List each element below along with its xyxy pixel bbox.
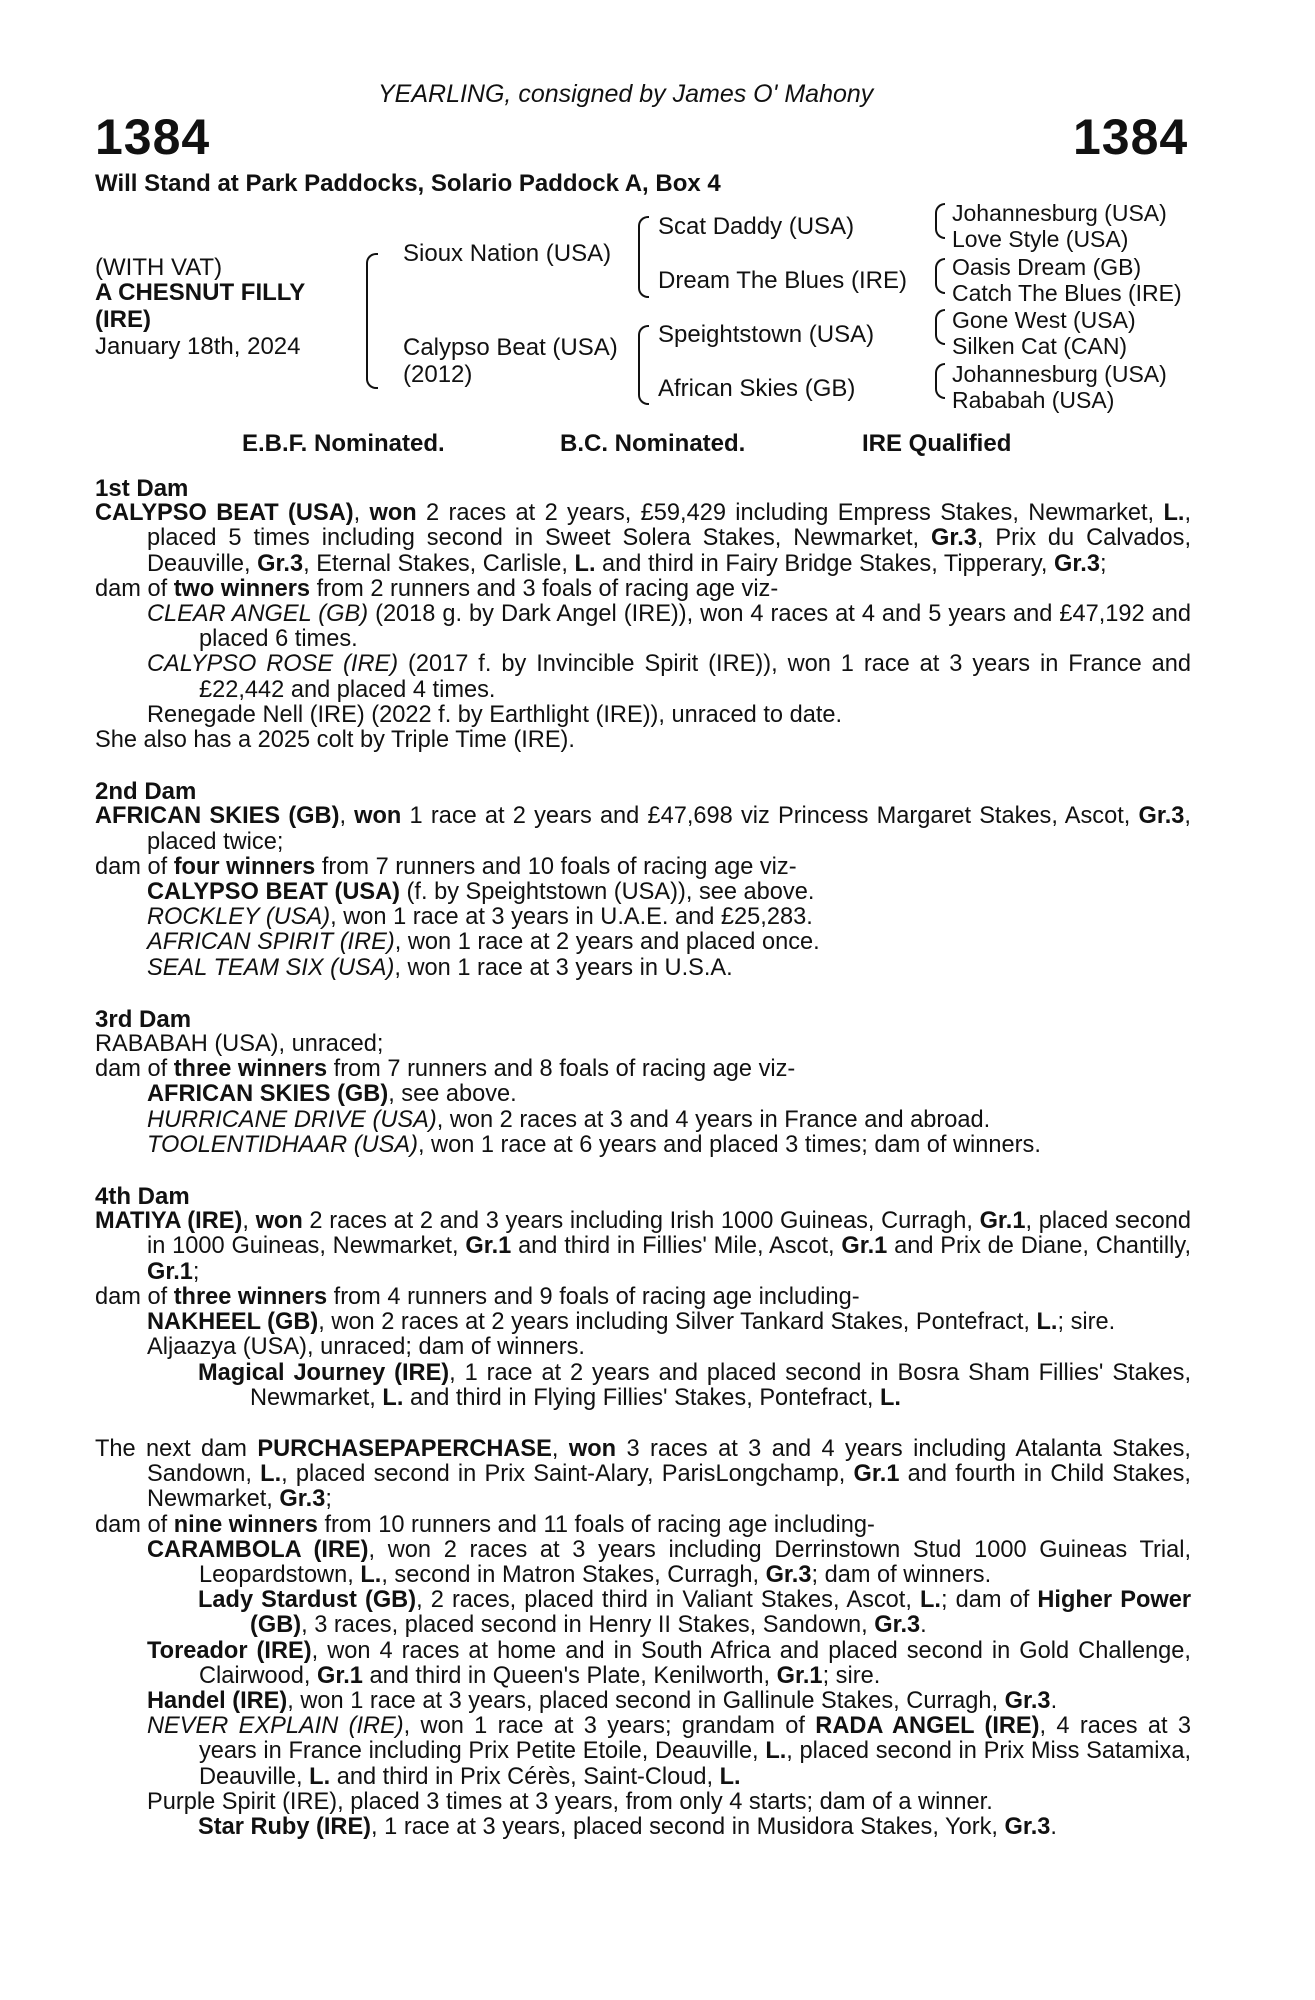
first-dam-section xyxy=(95,476,1191,753)
dam-record: The next dam PURCHASEPAPERCHASE, won 3 races at 3 and 4 years including Atalanta Stakes, Sandown, L., placed second in Prix Saint-Alary, ParisLongchamp, Gr.1 and fourth in Child Stakes, Newmarket, Gr.3; xyxy=(95,1435,1191,1513)
dam-record: CALYPSO BEAT (USA), won 2 races at 2 years, £59,429 including Empress Stakes, Newmarket, L., placed 5 times including second in Sweet Solera Stakes, Newmarket, Gr.3, Prix du Calvados, Deauville, Gr.3, Eternal Stakes, Carlisle, L. and third in Fairy Bridge Stakes, Tipperary, Gr.3; xyxy=(95,500,1191,577)
produce-note: She also has a 2025 colt by Triple Time (IRE). xyxy=(95,727,575,754)
produce-summary: dam of four winners from 7 runners and 10 foals of racing age viz- xyxy=(95,853,797,880)
ped-sss: Johannesburg (USA) xyxy=(952,200,1167,226)
pedigree-brace-ss xyxy=(935,203,945,239)
produce-summary: dam of three winners from 4 runners and 9 foals of racing age including- xyxy=(95,1283,860,1310)
ped-dds: Johannesburg (USA) xyxy=(952,361,1167,387)
consignment-subtitle: YEARLING, consigned by James O' Mahony xyxy=(378,80,874,108)
list-item: Handel (IRE), won 1 race at 3 years, placed second in Gallinule Stakes, Curragh, Gr.3. xyxy=(147,1687,1058,1714)
stabling-location: Will Stand at Park Paddocks, Solario Paddock A, Box 4 xyxy=(95,170,721,197)
pedigree-brace-sd xyxy=(935,258,945,294)
sire-dam-name: Dream The Blues (IRE) xyxy=(658,267,907,294)
list-item: AFRICAN SPIRIT (IRE), won 1 race at 2 years and placed once. xyxy=(147,929,820,956)
section-heading: 4th Dam xyxy=(95,1183,190,1211)
list-item: AFRICAN SKIES (GB), see above. xyxy=(147,1081,517,1108)
ped-sds: Oasis Dream (GB) xyxy=(952,254,1142,280)
list-item: TOOLENTIDHAAR (USA), won 1 race at 6 years and placed 3 times; dam of winners. xyxy=(147,1131,1041,1158)
dam-name: Calypso Beat (USA) xyxy=(403,334,618,361)
ped-ddd: Rababah (USA) xyxy=(952,387,1115,413)
list-item: Toreador (IRE), won 4 races at home and in South Africa and placed second in Gold Challenge, Clairwood, Gr.1 and third in Queen's Plate, Kenilworth, Gr.1; sire. xyxy=(147,1637,1191,1689)
horse-country: (IRE) xyxy=(95,306,151,333)
section-heading: 1st Dam xyxy=(95,475,189,502)
next-dam-section xyxy=(95,1437,1191,1840)
list-item: Lady Stardust (GB), 2 races, placed third in Valiant Stakes, Ascot, L.; dam of Higher Power (GB), 3 races, placed second in Henry II Stakes, Sandown, Gr.3. xyxy=(198,1587,1192,1639)
section-heading: 3rd Dam xyxy=(95,1005,192,1033)
dam-dam-name: African Skies (GB) xyxy=(658,375,856,402)
ped-dss: Gone West (USA) xyxy=(952,307,1136,333)
dam-sire-name: Speightstown (USA) xyxy=(658,321,875,348)
vat-note: (WITH VAT) xyxy=(95,254,223,281)
ped-ssd: Love Style (USA) xyxy=(952,226,1129,252)
pedigree-brace-main xyxy=(366,253,378,389)
sire-sire-name: Scat Daddy (USA) xyxy=(658,213,855,240)
list-item: NEVER EXPLAIN (IRE), won 1 race at 3 years; grandam of RADA ANGEL (IRE), 4 races at 3 years in France including Prix Petite Etoile, Deauville, L., placed second in Prix Miss Satamixa, Deauville, L. and third in Prix Cérès, Saint-Cloud, L. xyxy=(147,1713,1191,1790)
dam-record: MATIYA (IRE), won 2 races at 2 and 3 years including Irish 1000 Guineas, Curragh, Gr.1, placed second in 1000 Guineas, Newmarket, Gr.1 and third in Fillies' Mile, Ascot, Gr.1 and Prix de Diane, Chantilly, Gr.1; xyxy=(95,1208,1191,1285)
pedigree-brace-ds xyxy=(935,309,945,345)
list-item: CLEAR ANGEL (GB) (2018 g. by Dark Angel (IRE)), won 4 races at 4 and 5 years and £47,192 and placed 6 times. xyxy=(147,601,1191,653)
lot-number-left: 1384 xyxy=(95,109,211,165)
list-item: ROCKLEY (USA), won 1 race at 3 years in U.A.E. and £25,283. xyxy=(147,904,813,931)
list-item: Star Ruby (IRE), 1 race at 3 years, placed second in Musidora Stakes, York, Gr.3. xyxy=(198,1813,1057,1840)
second-dam-section xyxy=(95,779,1191,981)
dam-record: AFRICAN SKIES (GB), won 1 race at 2 years and £47,698 viz Princess Margaret Stakes, Ascot, Gr.3, placed twice; xyxy=(95,803,1191,855)
dam-year: (2012) xyxy=(403,361,473,388)
produce-record xyxy=(95,476,1191,1866)
produce-summary: dam of two winners from 2 runners and 3 foals of racing age viz- xyxy=(95,575,779,602)
lot-number-right: 1384 xyxy=(1073,109,1189,165)
horse-description: A CHESNUT FILLY xyxy=(95,279,306,306)
pedigree-brace-dd xyxy=(935,363,945,399)
list-item: CALYPSO ROSE (IRE) (2017 f. by Invincible Spirit (IRE)), won 1 race at 3 years in France and £22,442 and placed 4 times. xyxy=(147,651,1191,703)
ebf-nomination: E.B.F. Nominated. xyxy=(242,430,445,457)
horse-dob: January 18th, 2024 xyxy=(95,333,301,360)
pedigree-brace-sire xyxy=(638,216,649,298)
list-item: Purple Spirit (IRE), placed 3 times at 3 years, from only 4 starts; dam of a winner. xyxy=(147,1788,993,1815)
fourth-dam-section xyxy=(95,1184,1191,1411)
pedigree-brace-dam xyxy=(638,325,649,405)
list-item: Aljaazya (USA), unraced; dam of winners. xyxy=(147,1334,585,1361)
sire-name: Sioux Nation (USA) xyxy=(403,240,612,267)
produce-summary: dam of nine winners from 10 runners and 11 foals of racing age including- xyxy=(95,1511,875,1538)
bc-nomination: B.C. Nominated. xyxy=(560,430,746,457)
third-dam-section xyxy=(95,1007,1191,1158)
section-heading: 2nd Dam xyxy=(95,778,197,806)
list-item: NAKHEEL (GB), won 2 races at 2 years including Silver Tankard Stakes, Pontefract, L.; sire. xyxy=(147,1309,1116,1336)
ire-qualified: IRE Qualified xyxy=(862,430,1012,457)
list-item: SEAL TEAM SIX (USA), won 1 race at 3 years in U.S.A. xyxy=(147,954,733,981)
ped-sdd: Catch The Blues (IRE) xyxy=(952,280,1182,306)
list-item: CALYPSO BEAT (USA) (f. by Speightstown (USA)), see above. xyxy=(147,879,815,906)
produce-summary: dam of three winners from 7 runners and 8 foals of racing age viz- xyxy=(95,1056,796,1083)
list-item: Renegade Nell (IRE) (2022 f. by Earthlight (IRE)), unraced to date. xyxy=(147,701,843,728)
ped-dsd: Silken Cat (CAN) xyxy=(952,333,1128,359)
list-item: CARAMBOLA (IRE), won 2 races at 3 years including Derrinstown Stud 1000 Guineas Trial, Leopardstown, L., second in Matron Stakes, Curragh, Gr.3; dam of winners. xyxy=(147,1536,1191,1588)
dam-record: RABABAH (USA), unraced; xyxy=(95,1031,384,1058)
list-item: Magical Journey (IRE), 1 race at 2 years and placed second in Bosra Sham Fillies' Stakes, Newmarket, L. and third in Flying Fillies' Stakes, Pontefract, L. xyxy=(198,1359,1191,1411)
list-item: HURRICANE DRIVE (USA), won 2 races at 3 and 4 years in France and abroad. xyxy=(147,1106,991,1133)
